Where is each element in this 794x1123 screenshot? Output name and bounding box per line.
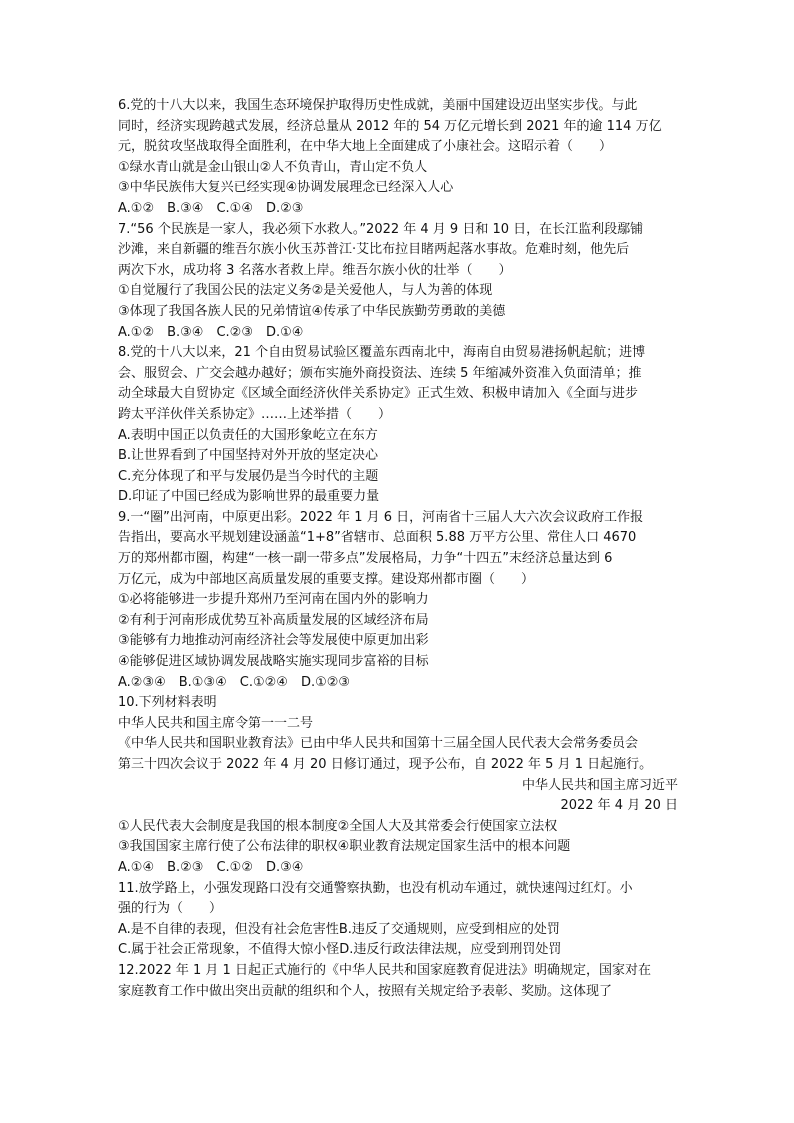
statement-row: [118, 817, 678, 838]
question-10: [118, 693, 678, 878]
question-stem-line: 告指出，要高水平规划建设涵盖“1+8”省辖市、总面积 5.88 万平方公里、常住人口 4670: [118, 530, 637, 546]
statement-row: [118, 158, 678, 179]
statement: ③能够有力地推动河南经济社会等发展使中原更加出彩: [118, 633, 429, 649]
question-stem-line: 强的行为（ ）: [118, 901, 223, 917]
question-stem-line: 万亿元，成为中部地区高质量发展的重要支撑。建设郑州都市圈（ ）: [118, 571, 535, 587]
option-d: D.印证了中国已经成为影响世界的最重要力量: [118, 489, 380, 505]
question-12: [118, 961, 678, 1002]
question-stem-line: 沙滩，来自新疆的维吾尔族小伙玉苏普江·艾比布拉目睹两起落水事故。危难时刻，他先后: [118, 242, 630, 258]
question-stem-line: 6.党的十八大以来，我国生态环境保护取得历史性成就，美丽中国建设迈出坚实步伐。与此: [118, 98, 638, 113]
question-stem-line: 7.“56 个民族是一家人，我必须下水救人。”2022 年 4 月 9 日和 10 日，在长江监利段鄢铺: [118, 221, 644, 237]
question-9: [118, 508, 678, 693]
statement: ①绿水青山就是金山银山: [118, 159, 260, 175]
statement-row: [118, 302, 678, 323]
statement: ①自觉履行了我国公民的法定义务: [118, 283, 312, 299]
statement: ①必将能够进一步提升郑州乃至河南在国内外的影响力: [118, 592, 429, 608]
statement: ③我国国家主席行使了公布法律的职权: [118, 839, 338, 855]
question-stem-line: 12.2022 年 1 月 1 日起正式施行的《中华人民共和国家庭教育促进法》明确规定，国家对在: [118, 962, 651, 978]
statement: ③体现了我国各族人民的兄弟情谊: [118, 303, 312, 319]
question-stem-line: 8.党的十八大以来，21 个自由贸易试验区覆盖东西南北中，海南自由贸易港扬帆起航；进博: [118, 345, 646, 361]
decree-title: 中华人民共和国主席令第一一二号: [118, 715, 314, 731]
statement: ②有利于河南形成优势互补高质量发展的区域经济布局: [118, 612, 429, 628]
question-stem-line: 10.下列材料表明: [118, 695, 217, 711]
question-stem-line: 9.一“圈”出河南，中原更出彩。2022 年 1 月 6 日，河南省十三届人大六次会议政府工作报: [118, 509, 644, 525]
question-6: [118, 96, 678, 220]
option-a: A.是不自律的表现，但没有社会危害性: [118, 921, 339, 937]
question-stem-line: 两次下水，成功将 3 名落水者救上岸。维吾尔族小伙的壮举（ ）: [118, 262, 512, 278]
question-stem-line: 跨太平洋伙伴关系协定》……上述举措（ ）: [118, 406, 392, 422]
option-row: [118, 940, 678, 961]
answer-choices: A.①② B.③④ C.②③ D.①④: [118, 324, 304, 340]
statement: ④协调发展理念已经深入人心: [285, 180, 454, 196]
statement: ②是关爱他人，与人为善的体现: [311, 283, 493, 299]
statement: ④传承了中华民族勤劳勇敢的美德: [311, 303, 506, 319]
statement-row: [118, 178, 678, 199]
question-11: [118, 879, 678, 961]
decree-text: 《中华人民共和国职业教育法》已由中华人民共和国第十三届全国人民代表大会常务委员会: [118, 736, 639, 752]
statement-row: [118, 837, 678, 858]
question-stem-line: 11.放学路上，小强发现路口没有交通警察执勤，也没有机动车通过，就快速闯过红灯。小: [118, 880, 633, 896]
answer-choices: A.①② B.③④ C.①④ D.②③: [118, 200, 304, 216]
decree-text: 第三十四次会议于 2022 年 4 月 20 日修订通过，现予公布，自 2022 年 5 月 1 日起施行。: [118, 757, 653, 772]
question-7: [118, 220, 678, 344]
question-stem-line: 家庭教育工作中做出突出贡献的组织和个人，按照有关规定给予表彰、奖励。这体现了: [118, 983, 613, 999]
option-c: C.属于社会正常现象，不值得大惊小怪: [118, 942, 340, 958]
question-stem-line: 动全球最大自贸协定《区域全面经济伙伴关系协定》正式生效、积极申请加入《全面与进步: [118, 386, 639, 402]
question-stem-line: 万的郑州都市圈，构建“一核一副一带多点”发展格局，力争“十四五”末经济总量达到 6: [118, 551, 613, 567]
statement: ②全国人大及其常委会行使国家立法权: [337, 818, 558, 834]
answer-choices: A.②③④ B.①③④ C.①②④ D.①②③: [118, 674, 351, 690]
statement: ④能够促进区域协调发展战略实施实现同步富裕的目标: [118, 654, 429, 670]
option-a: A.表明中国正以负责任的大国形象屹立在东方: [118, 427, 378, 443]
question-8: [118, 343, 678, 508]
exam-page: [118, 96, 678, 1002]
statement: ②人不负青山，青山定不负人: [259, 159, 428, 175]
statement: ①人民代表大会制度是我国的根本制度: [118, 818, 338, 834]
option-b: B.让世界看到了中国坚持对外开放的坚定决心: [118, 448, 379, 464]
question-stem-line: 会、服贸会、广交会越办越好；颁布实施外商投资法、连续 5 年缩减外资准入负面清单；推: [118, 365, 642, 381]
statement: ④职业教育法规定国家生活中的根本问题: [337, 839, 571, 855]
decree-signature: 中华人民共和国主席习近平: [521, 777, 678, 793]
option-c: C.充分体现了和平与发展仍是当今时代的主题: [118, 468, 379, 484]
statement-row: [118, 281, 678, 302]
decree-date: 2022 年 4 月 20 日: [560, 798, 678, 814]
option-row: [118, 920, 678, 941]
question-stem-line: 元，脱贫攻坚战取得全面胜利，在中华大地上全面建成了小康社会。这昭示着（ ）: [118, 139, 613, 155]
statement: ③中华民族伟大复兴已经实现: [118, 180, 286, 196]
question-stem-line: 同时，经济实现跨越式发展，经济总量从 2012 年的 54 万亿元增长到 2021 年的逾 114 万亿: [118, 118, 662, 134]
option-b: B.违反了交通规则，应受到相应的处罚: [338, 921, 560, 937]
answer-choices: A.①④ B.②③ C.①② D.③④: [118, 859, 304, 875]
option-d: D.违反行政法律法规，应受到刑罚处罚: [339, 942, 562, 958]
